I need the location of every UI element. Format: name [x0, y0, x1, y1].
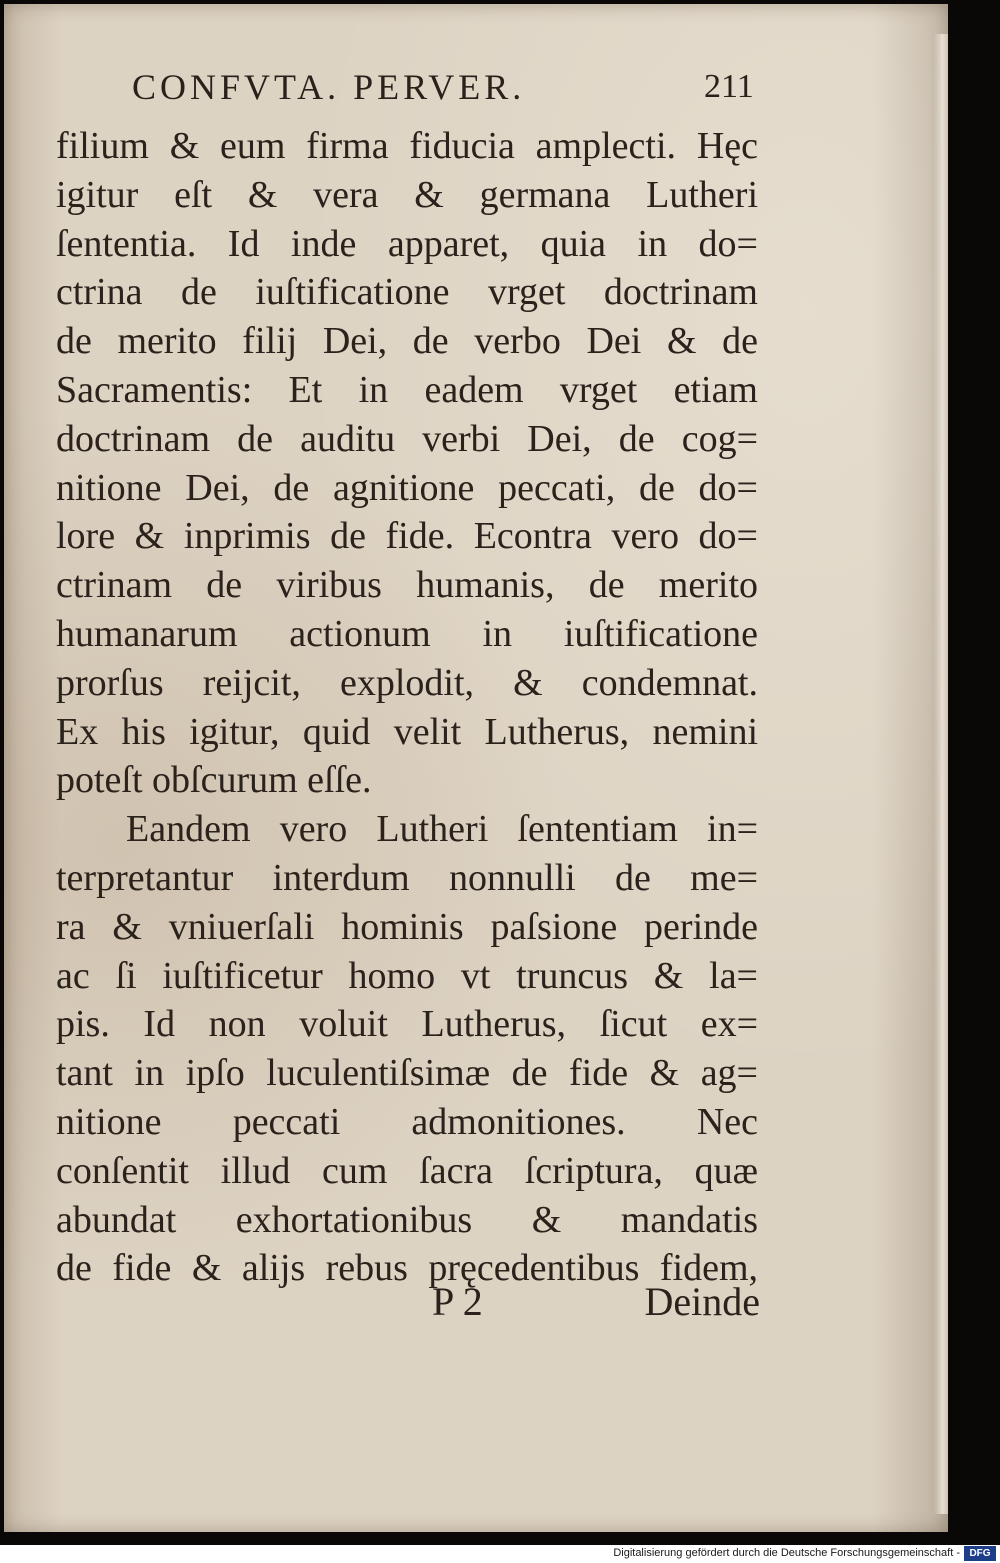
text-line: Ex his igitur, quid velit Lutherus, nemini	[56, 710, 758, 753]
signature-mark: P 2	[432, 1279, 483, 1324]
text-line: filium & eum firma fiducia amplecti. Hęc	[56, 125, 758, 167]
text-line: humanarum actionum in iuſtificatione	[56, 612, 758, 655]
text-line: pis. Id non voluit Lutherus, ſicut ex=	[56, 1003, 758, 1046]
text-line: igitur eſt & vera & germana Lutheri	[56, 173, 758, 216]
page-number: 211	[704, 68, 754, 105]
text-line: prorſus reijcit, explodit, & condemnat.	[56, 661, 758, 704]
text-line: tant in ipſo luculentiſsimæ de fide & ag=	[56, 1052, 758, 1095]
dfg-logo: DFG	[964, 1546, 996, 1561]
text-line: lore & inprimis de fide. Econtra vero do=	[56, 515, 758, 558]
text-line: ctrina de iuſtificatione vrget doctrinam	[56, 271, 758, 314]
text-line: ctrinam de viribus humanis, de merito	[56, 564, 758, 607]
text-line: terpretantur interdum nonnulli de me=	[56, 856, 758, 899]
running-head: CONFVTA. PERVER.	[132, 67, 526, 107]
body-text	[56, 122, 758, 1293]
text-line: conſentit illud cum ſacra ſcriptura, quæ	[56, 1149, 758, 1192]
catchword: Deinde	[644, 1279, 760, 1324]
book-page	[4, 4, 948, 1532]
text-line: de merito filij Dei, de verbo Dei & de	[56, 320, 758, 363]
text-line: nitione Dei, de agnitione peccati, de do=	[56, 466, 758, 509]
text-line: ra & vniuerſali hominis paſsione perinde	[56, 905, 758, 948]
text-line: Eandem vero Lutheri ſententiam in=	[126, 808, 758, 851]
digitization-credit: Digitalisierung gefördert durch die Deutsche Forschungsgemeinschaft -	[613, 1547, 960, 1559]
page-footer	[432, 1278, 760, 1330]
text-line: ac ſi iuſtificetur homo vt truncus & la=	[56, 954, 758, 997]
text-line: nitione peccati admonitiones. Nec	[56, 1100, 758, 1143]
text-line: abundat exhortationibus & mandatis	[56, 1198, 758, 1241]
page-edge	[934, 34, 948, 1514]
text-line: poteſt obſcurum eſſe.	[56, 759, 372, 802]
text-line: ſententia. Id inde apparet, quia in do=	[56, 222, 758, 265]
text-line: de fide & alijs rebus pręcedentibus fidem,	[56, 1247, 758, 1290]
text-line: doctrinam de auditu verbi Dei, de cog=	[56, 417, 758, 460]
text-line: Sacramentis: Et in eadem vrget etiam	[56, 368, 758, 411]
